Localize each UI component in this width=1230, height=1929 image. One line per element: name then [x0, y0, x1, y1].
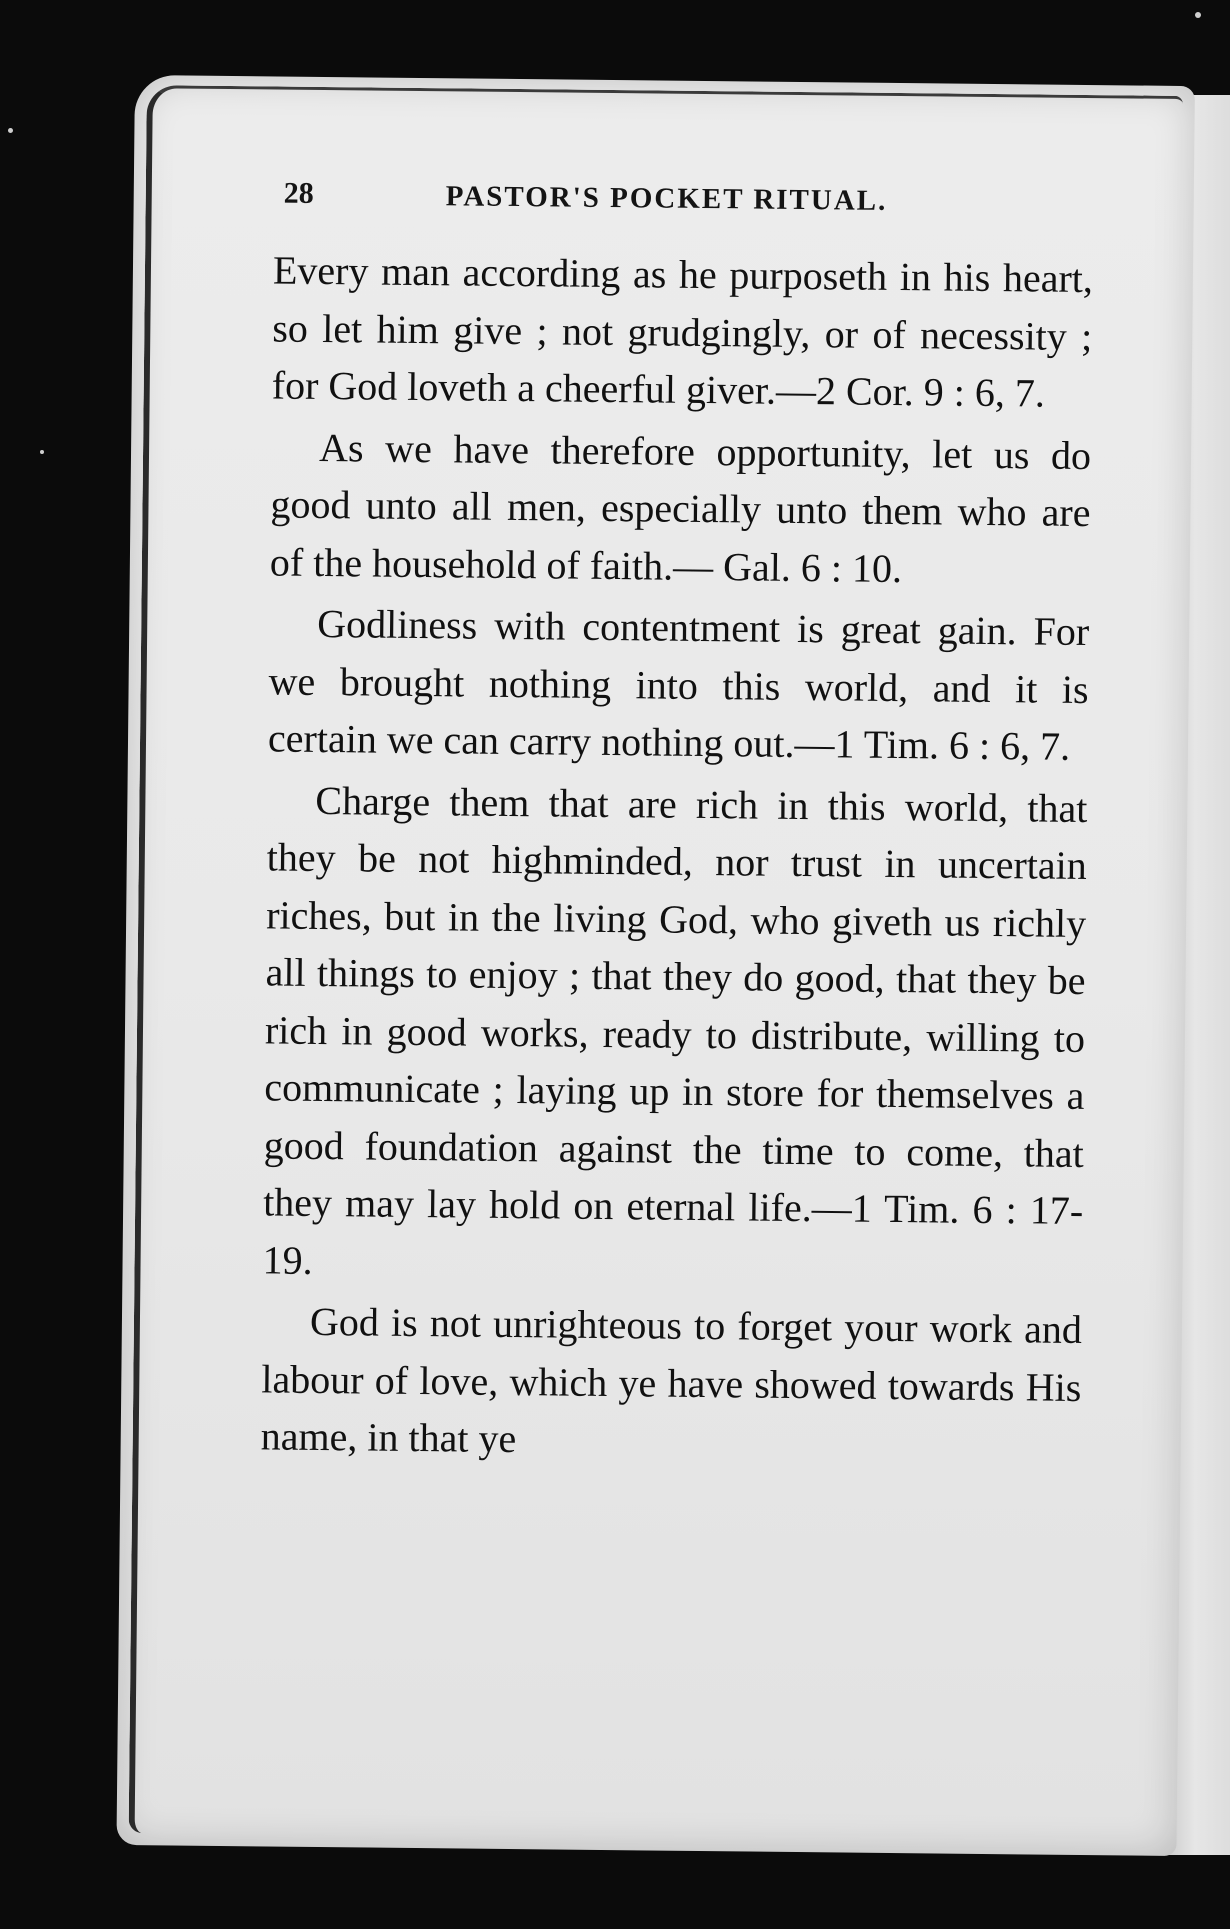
- dust-speck: [40, 450, 44, 454]
- scripture-text: [260, 241, 1093, 1477]
- book-page: [116, 75, 1194, 1856]
- running-title: PASTOR'S POCKET RITUAL.: [445, 180, 888, 217]
- paragraph-1: Every man according as he purposeth in his heart, so let him give ; not grudgingly, or of necessity ; for God loveth a cheerful giver.—2 Cor. 9 : 6, 7.: [271, 247, 1094, 416]
- dust-speck: [1195, 12, 1201, 18]
- paragraph-2: As we have therefore opportunity, let us do good unto all men, especially unto them who are of the household of faith.— Gal. 6 : 10.: [269, 424, 1092, 591]
- running-head: [284, 177, 1084, 225]
- paragraph-5: God is not unrighteous to forget your work and labour of love, which ye have showed towards His name, in that ye: [260, 1298, 1083, 1462]
- page-number: 28: [283, 176, 314, 210]
- paragraph-3: Godliness with contentment is great gain. For we brought nothing into this world, and it is certain we can carry nothing out.—1 Tim. 6 : 6, 7.: [267, 600, 1090, 769]
- paragraph-4: Charge them that are rich in this world, that they be not highminded, nor trust in uncertain riches, but in the living God, who giveth us richly all things to enjoy ; that they do good, that they be rich in good works, ready to distribute, willing to communicate ; laying up in store for themselves a good foundation against the time to come, that they may lay hold on eternal life.—1 Tim. 6 : 17-19.: [262, 777, 1088, 1283]
- dust-speck: [8, 128, 13, 133]
